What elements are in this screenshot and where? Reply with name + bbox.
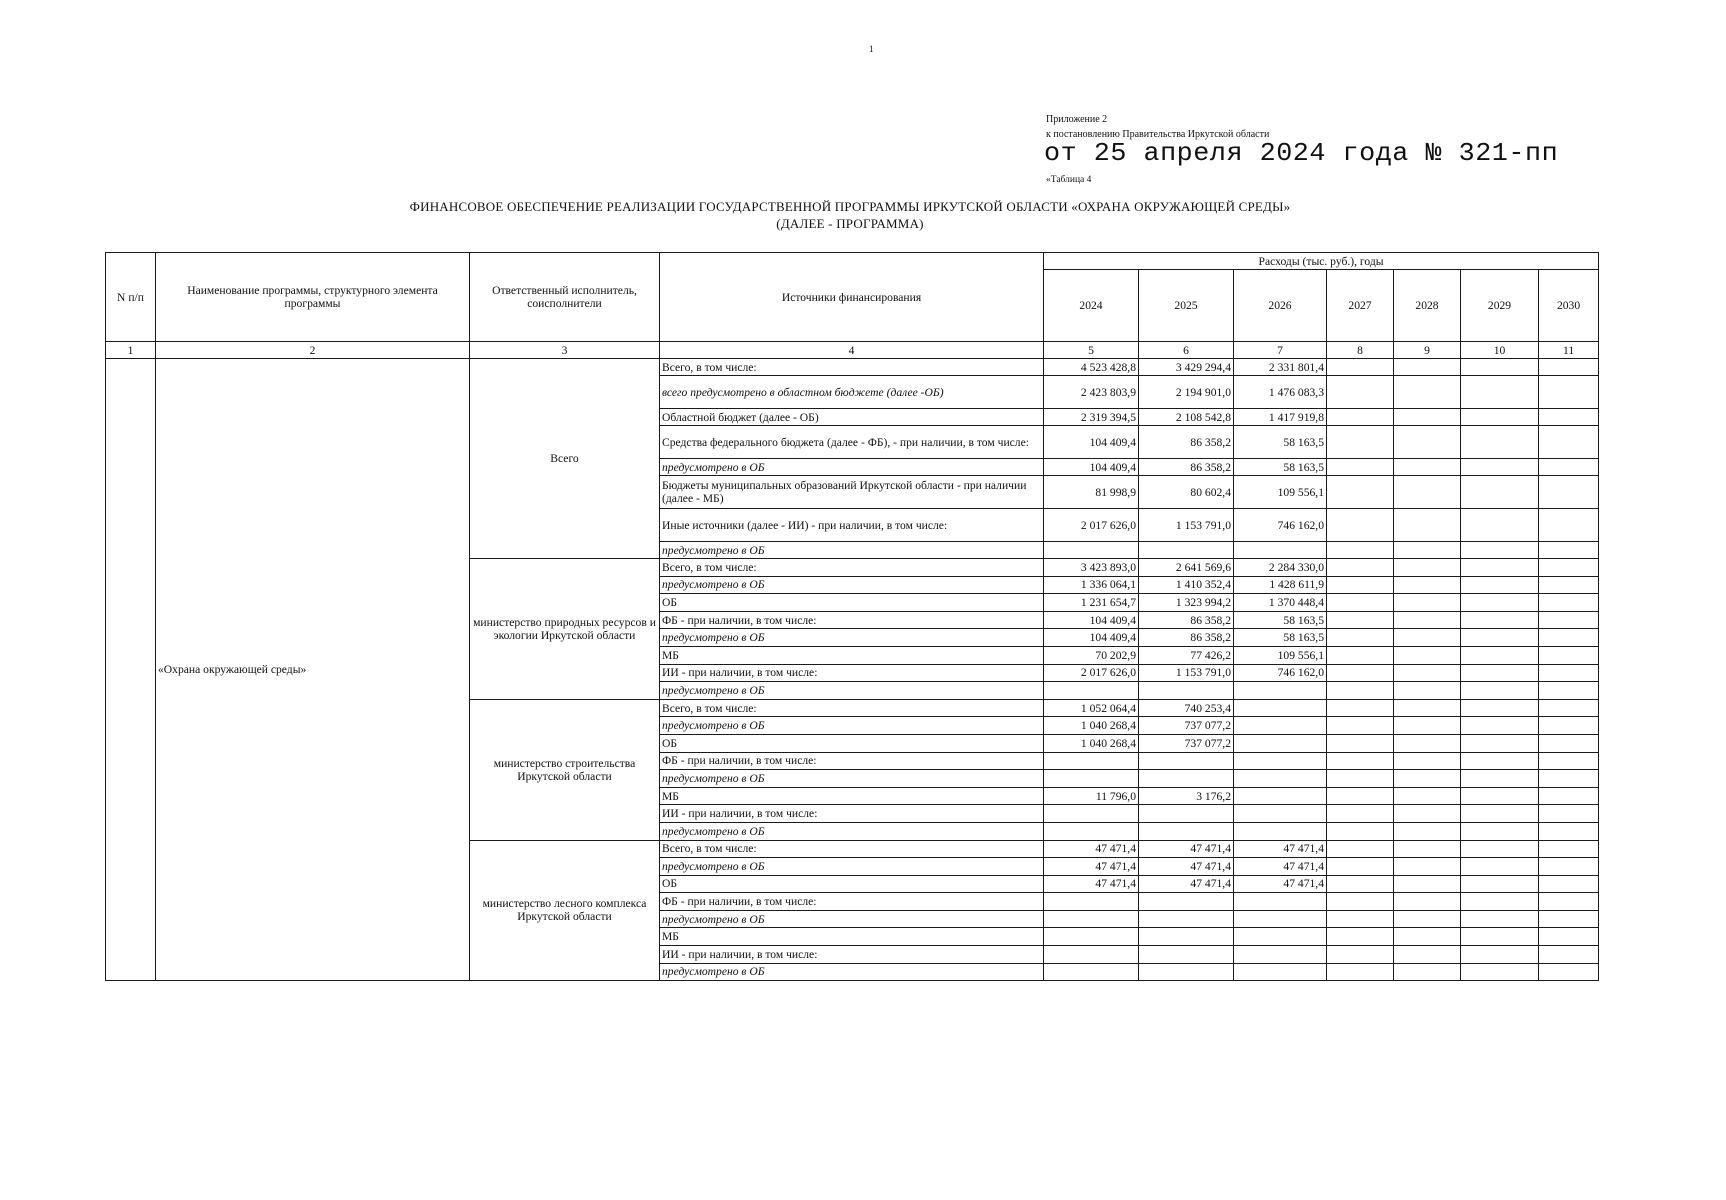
amount-cell-2026: 47 471,4: [1234, 875, 1327, 893]
amount-cell-2024: 104 409,4: [1044, 459, 1139, 476]
column-number: 10: [1461, 342, 1539, 359]
amount-cell-2025: 2 641 569,6: [1139, 559, 1234, 577]
amount-cell-2026: 109 556,1: [1234, 476, 1327, 509]
amount-cell-2027: [1327, 476, 1394, 509]
funding-source-cell: ОБ: [660, 734, 1044, 752]
amount-cell-2030: [1539, 611, 1599, 629]
amount-cell-2027: [1327, 910, 1394, 928]
amount-cell-2025: 1 153 791,0: [1139, 509, 1234, 542]
amount-cell-2030: [1539, 734, 1599, 752]
amount-cell-2027: [1327, 664, 1394, 682]
amount-cell-2027: [1327, 359, 1394, 376]
funding-source-cell: ИИ - при наличии, в том числе:: [660, 664, 1044, 682]
amount-cell-2030: [1539, 840, 1599, 858]
amount-cell-2024: 81 998,9: [1044, 476, 1139, 509]
amount-cell-2025: [1139, 542, 1234, 559]
amount-cell-2025: 3 429 294,4: [1139, 359, 1234, 376]
amount-cell-2027: [1327, 840, 1394, 858]
amount-cell-2028: [1394, 717, 1461, 735]
amount-cell-2028: [1394, 875, 1461, 893]
amount-cell-2024: [1044, 946, 1139, 964]
amount-cell-2024: [1044, 822, 1139, 840]
amount-cell-2026: [1234, 928, 1327, 946]
amount-cell-2028: [1394, 594, 1461, 612]
title-line-2: (ДАЛЕЕ - ПРОГРАММА): [776, 216, 924, 231]
funding-source-cell: предусмотрено в ОБ: [660, 576, 1044, 594]
amount-cell-2025: [1139, 928, 1234, 946]
column-number: 11: [1539, 342, 1599, 359]
amount-cell-2026: [1234, 682, 1327, 700]
amount-cell-2025: [1139, 893, 1234, 911]
amount-cell-2025: 77 426,2: [1139, 646, 1234, 664]
amount-cell-2024: [1044, 752, 1139, 770]
amount-cell-2024: 1 052 064,4: [1044, 699, 1139, 717]
amount-cell-2025: [1139, 770, 1234, 788]
amount-cell-2028: [1394, 664, 1461, 682]
header-expenses: Расходы (тыс. руб.), годы: [1044, 253, 1599, 270]
amount-cell-2027: [1327, 822, 1394, 840]
amount-cell-2029: [1461, 963, 1539, 981]
funding-source-cell: Иные источники (далее - ИИ) - при наличии, в том числе:: [660, 509, 1044, 542]
amount-cell-2026: 1 428 611,9: [1234, 576, 1327, 594]
amount-cell-2029: [1461, 629, 1539, 647]
amount-cell-2029: [1461, 426, 1539, 459]
amount-cell-2025: [1139, 805, 1234, 823]
header-row-1: [106, 253, 1599, 270]
amount-cell-2024: 4 523 428,8: [1044, 359, 1139, 376]
financing-table: [105, 252, 1599, 981]
amount-cell-2024: 2 319 394,5: [1044, 409, 1139, 426]
header-year: 2026: [1234, 270, 1327, 342]
amount-cell-2029: [1461, 682, 1539, 700]
amount-cell-2028: [1394, 542, 1461, 559]
amount-cell-2027: [1327, 594, 1394, 612]
amount-cell-2030: [1539, 376, 1599, 409]
amount-cell-2030: [1539, 893, 1599, 911]
amount-cell-2025: 1 323 994,2: [1139, 594, 1234, 612]
amount-cell-2028: [1394, 752, 1461, 770]
amount-cell-2024: 47 471,4: [1044, 840, 1139, 858]
amount-cell-2030: [1539, 752, 1599, 770]
amount-cell-2030: [1539, 664, 1599, 682]
funding-source-cell: Всего, в том числе:: [660, 559, 1044, 577]
amount-cell-2029: [1461, 822, 1539, 840]
header-sources: Источники финансирования: [660, 253, 1044, 342]
amount-cell-2025: [1139, 682, 1234, 700]
amount-cell-2030: [1539, 646, 1599, 664]
amount-cell-2027: [1327, 459, 1394, 476]
amount-cell-2030: [1539, 542, 1599, 559]
amount-cell-2026: 47 471,4: [1234, 858, 1327, 876]
program-name-cell: «Охрана окружающей среды»: [156, 359, 470, 981]
amount-cell-2026: [1234, 822, 1327, 840]
amount-cell-2028: [1394, 426, 1461, 459]
funding-source-cell: Всего, в том числе:: [660, 840, 1044, 858]
header-year: 2024: [1044, 270, 1139, 342]
amount-cell-2028: [1394, 699, 1461, 717]
amount-cell-2025: 47 471,4: [1139, 840, 1234, 858]
funding-source-cell: ОБ: [660, 875, 1044, 893]
funding-source-cell: предусмотрено в ОБ: [660, 459, 1044, 476]
amount-cell-2024: 2 017 626,0: [1044, 664, 1139, 682]
amount-cell-2027: [1327, 509, 1394, 542]
amount-cell-2029: [1461, 699, 1539, 717]
amount-cell-2026: 746 162,0: [1234, 664, 1327, 682]
amount-cell-2024: [1044, 770, 1139, 788]
amount-cell-2024: 1 040 268,4: [1044, 717, 1139, 735]
amount-cell-2027: [1327, 699, 1394, 717]
column-number: 7: [1234, 342, 1327, 359]
header-year: 2030: [1539, 270, 1599, 342]
funding-source-cell: Всего, в том числе:: [660, 699, 1044, 717]
amount-cell-2026: [1234, 542, 1327, 559]
executor-cell: Всего: [470, 359, 660, 559]
amount-cell-2027: [1327, 752, 1394, 770]
amount-cell-2029: [1461, 858, 1539, 876]
amount-cell-2029: [1461, 717, 1539, 735]
executor-cell: министерство строительства Иркутской области: [470, 699, 660, 840]
amount-cell-2030: [1539, 875, 1599, 893]
amount-cell-2027: [1327, 409, 1394, 426]
amount-cell-2028: [1394, 822, 1461, 840]
header-year: 2028: [1394, 270, 1461, 342]
amount-cell-2026: [1234, 770, 1327, 788]
amount-cell-2029: [1461, 734, 1539, 752]
amount-cell-2025: 1 153 791,0: [1139, 664, 1234, 682]
amount-cell-2024: 47 471,4: [1044, 858, 1139, 876]
amount-cell-2029: [1461, 646, 1539, 664]
amount-cell-2030: [1539, 559, 1599, 577]
amount-cell-2029: [1461, 509, 1539, 542]
amount-cell-2027: [1327, 542, 1394, 559]
amount-cell-2030: [1539, 805, 1599, 823]
amount-cell-2027: [1327, 629, 1394, 647]
amount-cell-2030: [1539, 787, 1599, 805]
column-number: 4: [660, 342, 1044, 359]
funding-source-cell: ОБ: [660, 594, 1044, 612]
funding-source-cell: предусмотрено в ОБ: [660, 910, 1044, 928]
header-year: 2027: [1327, 270, 1394, 342]
amount-cell-2026: 58 163,5: [1234, 629, 1327, 647]
amount-cell-2029: [1461, 752, 1539, 770]
amount-cell-2028: [1394, 963, 1461, 981]
amount-cell-2029: [1461, 840, 1539, 858]
amount-cell-2030: [1539, 928, 1599, 946]
amount-cell-2027: [1327, 946, 1394, 964]
funding-source-cell: Бюджеты муниципальных образований Иркутской области - при наличии (далее - МБ): [660, 476, 1044, 509]
amount-cell-2025: 740 253,4: [1139, 699, 1234, 717]
amount-cell-2025: 47 471,4: [1139, 858, 1234, 876]
amount-cell-2028: [1394, 476, 1461, 509]
funding-source-cell: предусмотрено в ОБ: [660, 542, 1044, 559]
amount-cell-2024: 11 796,0: [1044, 787, 1139, 805]
amount-cell-2025: [1139, 963, 1234, 981]
amount-cell-2026: [1234, 963, 1327, 981]
amount-cell-2026: 2 331 801,4: [1234, 359, 1327, 376]
amount-cell-2024: 1 336 064,1: [1044, 576, 1139, 594]
amount-cell-2025: 86 358,2: [1139, 611, 1234, 629]
amount-cell-2030: [1539, 629, 1599, 647]
funding-source-cell: ФБ - при наличии, в том числе:: [660, 893, 1044, 911]
amount-cell-2024: [1044, 963, 1139, 981]
amount-cell-2028: [1394, 910, 1461, 928]
page-number: 1: [869, 44, 874, 54]
amount-cell-2029: [1461, 770, 1539, 788]
amount-cell-2025: 2 108 542,8: [1139, 409, 1234, 426]
amount-cell-2027: [1327, 805, 1394, 823]
amount-cell-2027: [1327, 787, 1394, 805]
amount-cell-2024: [1044, 682, 1139, 700]
amount-cell-2028: [1394, 611, 1461, 629]
amount-cell-2028: [1394, 359, 1461, 376]
amount-cell-2028: [1394, 376, 1461, 409]
amount-cell-2026: [1234, 946, 1327, 964]
header-program-name: Наименование программы, структурного элемента программы: [156, 253, 470, 342]
amount-cell-2027: [1327, 770, 1394, 788]
amount-cell-2027: [1327, 559, 1394, 577]
amount-cell-2024: 104 409,4: [1044, 629, 1139, 647]
amount-cell-2026: [1234, 893, 1327, 911]
amount-cell-2029: [1461, 376, 1539, 409]
amount-cell-2030: [1539, 359, 1599, 376]
title-line-1: ФИНАНСОВОЕ ОБЕСПЕЧЕНИЕ РЕАЛИЗАЦИИ ГОСУДАРСТВЕННОЙ ПРОГРАММЫ ИРКУТСКОЙ ОБЛАСТИ «ОХРАНА ОКРУЖАЮЩЕЙ СРЕДЫ»: [409, 199, 1291, 214]
amount-cell-2026: 58 163,5: [1234, 611, 1327, 629]
amount-cell-2025: 737 077,2: [1139, 717, 1234, 735]
amount-cell-2030: [1539, 426, 1599, 459]
table-reference: «Таблица 4: [1046, 175, 1092, 185]
funding-source-cell: ИИ - при наличии, в том числе:: [660, 805, 1044, 823]
amount-cell-2024: 1 040 268,4: [1044, 734, 1139, 752]
amount-cell-2024: 2 423 803,9: [1044, 376, 1139, 409]
amount-cell-2030: [1539, 594, 1599, 612]
column-number: 9: [1394, 342, 1461, 359]
amount-cell-2030: [1539, 858, 1599, 876]
amount-cell-2029: [1461, 664, 1539, 682]
amount-cell-2026: 58 163,5: [1234, 426, 1327, 459]
column-number: 6: [1139, 342, 1234, 359]
amount-cell-2024: 47 471,4: [1044, 875, 1139, 893]
amount-cell-2029: [1461, 559, 1539, 577]
amount-cell-2024: [1044, 542, 1139, 559]
amount-cell-2025: [1139, 752, 1234, 770]
amount-cell-2028: [1394, 459, 1461, 476]
amount-cell-2028: [1394, 805, 1461, 823]
amount-cell-2026: 109 556,1: [1234, 646, 1327, 664]
header-year: 2029: [1461, 270, 1539, 342]
column-number: 2: [156, 342, 470, 359]
header-executor: Ответственный исполнитель, соисполнители: [470, 253, 660, 342]
amount-cell-2030: [1539, 409, 1599, 426]
funding-source-cell: МБ: [660, 787, 1044, 805]
amount-cell-2025: 47 471,4: [1139, 875, 1234, 893]
amount-cell-2027: [1327, 717, 1394, 735]
amount-cell-2029: [1461, 594, 1539, 612]
amount-cell-2029: [1461, 893, 1539, 911]
amount-cell-2026: [1234, 699, 1327, 717]
column-number: 5: [1044, 342, 1139, 359]
amount-cell-2026: [1234, 787, 1327, 805]
header-npp: N п/п: [106, 253, 156, 342]
column-number: 1: [106, 342, 156, 359]
amount-cell-2030: [1539, 822, 1599, 840]
amount-cell-2027: [1327, 426, 1394, 459]
amount-cell-2027: [1327, 734, 1394, 752]
amount-cell-2027: [1327, 893, 1394, 911]
amount-cell-2025: [1139, 822, 1234, 840]
funding-source-cell: Областной бюджет (далее - ОБ): [660, 409, 1044, 426]
amount-cell-2029: [1461, 928, 1539, 946]
amount-cell-2027: [1327, 875, 1394, 893]
amount-cell-2028: [1394, 946, 1461, 964]
amount-cell-2030: [1539, 699, 1599, 717]
document-title: [0, 198, 1700, 232]
amount-cell-2028: [1394, 734, 1461, 752]
amount-cell-2028: [1394, 787, 1461, 805]
order-number: от 25 апреля 2024 года № 321-пп: [1044, 138, 1559, 168]
amount-cell-2028: [1394, 629, 1461, 647]
amount-cell-2029: [1461, 611, 1539, 629]
amount-cell-2024: 104 409,4: [1044, 426, 1139, 459]
funding-source-cell: Средства федерального бюджета (далее - ФБ), - при наличии, в том числе:: [660, 426, 1044, 459]
amount-cell-2026: [1234, 910, 1327, 928]
amount-cell-2027: [1327, 963, 1394, 981]
amount-cell-2030: [1539, 682, 1599, 700]
amount-cell-2029: [1461, 805, 1539, 823]
amount-cell-2030: [1539, 963, 1599, 981]
funding-source-cell: всего предусмотрено в областном бюджете (далее -ОБ): [660, 376, 1044, 409]
column-number: 8: [1327, 342, 1394, 359]
amount-cell-2029: [1461, 359, 1539, 376]
amount-cell-2027: [1327, 928, 1394, 946]
amount-cell-2027: [1327, 576, 1394, 594]
amount-cell-2024: 104 409,4: [1044, 611, 1139, 629]
amount-cell-2026: 746 162,0: [1234, 509, 1327, 542]
amount-cell-2025: 86 358,2: [1139, 459, 1234, 476]
amount-cell-2024: [1044, 928, 1139, 946]
amount-cell-2028: [1394, 928, 1461, 946]
amount-cell-2029: [1461, 459, 1539, 476]
amount-cell-2028: [1394, 509, 1461, 542]
funding-source-cell: Всего, в том числе:: [660, 359, 1044, 376]
amount-cell-2030: [1539, 717, 1599, 735]
amount-cell-2026: 47 471,4: [1234, 840, 1327, 858]
amount-cell-2025: [1139, 946, 1234, 964]
amount-cell-2025: 2 194 901,0: [1139, 376, 1234, 409]
amount-cell-2025: 1 410 352,4: [1139, 576, 1234, 594]
amount-cell-2029: [1461, 476, 1539, 509]
amount-cell-2028: [1394, 858, 1461, 876]
amount-cell-2030: [1539, 770, 1599, 788]
funding-source-cell: ФБ - при наличии, в том числе:: [660, 752, 1044, 770]
amount-cell-2028: [1394, 576, 1461, 594]
amount-cell-2024: 70 202,9: [1044, 646, 1139, 664]
amount-cell-2025: 80 602,4: [1139, 476, 1234, 509]
amount-cell-2030: [1539, 946, 1599, 964]
funding-source-cell: предусмотрено в ОБ: [660, 963, 1044, 981]
amount-cell-2024: 3 423 893,0: [1044, 559, 1139, 577]
funding-source-cell: предусмотрено в ОБ: [660, 770, 1044, 788]
appendix-line-1: Приложение 2: [1046, 114, 1108, 125]
appendix-line-2: к постановлению Правительства Иркутской области: [1046, 129, 1270, 140]
amount-cell-2026: 2 284 330,0: [1234, 559, 1327, 577]
amount-cell-2026: [1234, 752, 1327, 770]
funding-source-cell: предусмотрено в ОБ: [660, 682, 1044, 700]
funding-source-cell: МБ: [660, 646, 1044, 664]
amount-cell-2027: [1327, 858, 1394, 876]
amount-cell-2027: [1327, 682, 1394, 700]
amount-cell-2029: [1461, 875, 1539, 893]
amount-cell-2028: [1394, 409, 1461, 426]
amount-cell-2025: 3 176,2: [1139, 787, 1234, 805]
amount-cell-2024: [1044, 910, 1139, 928]
amount-cell-2026: [1234, 717, 1327, 735]
amount-cell-2026: 1 417 919,8: [1234, 409, 1327, 426]
amount-cell-2030: [1539, 910, 1599, 928]
funding-source-cell: предусмотрено в ОБ: [660, 858, 1044, 876]
amount-cell-2024: 1 231 654,7: [1044, 594, 1139, 612]
executor-cell: министерство лесного комплекса Иркутской области: [470, 840, 660, 981]
amount-cell-2024: 2 017 626,0: [1044, 509, 1139, 542]
amount-cell-2028: [1394, 559, 1461, 577]
amount-cell-2027: [1327, 646, 1394, 664]
amount-cell-2030: [1539, 509, 1599, 542]
amount-cell-2029: [1461, 910, 1539, 928]
amount-cell-2026: [1234, 734, 1327, 752]
amount-cell-2026: 58 163,5: [1234, 459, 1327, 476]
amount-cell-2024: [1044, 893, 1139, 911]
amount-cell-2029: [1461, 787, 1539, 805]
amount-cell-2028: [1394, 770, 1461, 788]
table-row: [106, 359, 1599, 376]
executor-cell: министерство природных ресурсов и экологии Иркутской области: [470, 559, 660, 700]
amount-cell-2030: [1539, 576, 1599, 594]
amount-cell-2028: [1394, 646, 1461, 664]
funding-source-cell: ИИ - при наличии, в том числе:: [660, 946, 1044, 964]
amount-cell-2030: [1539, 459, 1599, 476]
column-number: 3: [470, 342, 660, 359]
amount-cell-2026: [1234, 805, 1327, 823]
funding-source-cell: предусмотрено в ОБ: [660, 629, 1044, 647]
funding-source-cell: предусмотрено в ОБ: [660, 822, 1044, 840]
amount-cell-2026: 1 370 448,4: [1234, 594, 1327, 612]
row-number-cell: [106, 359, 156, 981]
amount-cell-2028: [1394, 893, 1461, 911]
amount-cell-2025: 86 358,2: [1139, 629, 1234, 647]
header-year: 2025: [1139, 270, 1234, 342]
column-numbers-row: [106, 342, 1599, 359]
funding-source-cell: МБ: [660, 928, 1044, 946]
amount-cell-2028: [1394, 682, 1461, 700]
amount-cell-2025: 86 358,2: [1139, 426, 1234, 459]
amount-cell-2030: [1539, 476, 1599, 509]
amount-cell-2025: 737 077,2: [1139, 734, 1234, 752]
funding-source-cell: ФБ - при наличии, в том числе:: [660, 611, 1044, 629]
amount-cell-2027: [1327, 611, 1394, 629]
funding-source-cell: предусмотрено в ОБ: [660, 717, 1044, 735]
amount-cell-2029: [1461, 409, 1539, 426]
amount-cell-2024: [1044, 805, 1139, 823]
amount-cell-2029: [1461, 946, 1539, 964]
amount-cell-2028: [1394, 840, 1461, 858]
amount-cell-2025: [1139, 910, 1234, 928]
amount-cell-2029: [1461, 542, 1539, 559]
amount-cell-2026: 1 476 083,3: [1234, 376, 1327, 409]
amount-cell-2027: [1327, 376, 1394, 409]
amount-cell-2029: [1461, 576, 1539, 594]
